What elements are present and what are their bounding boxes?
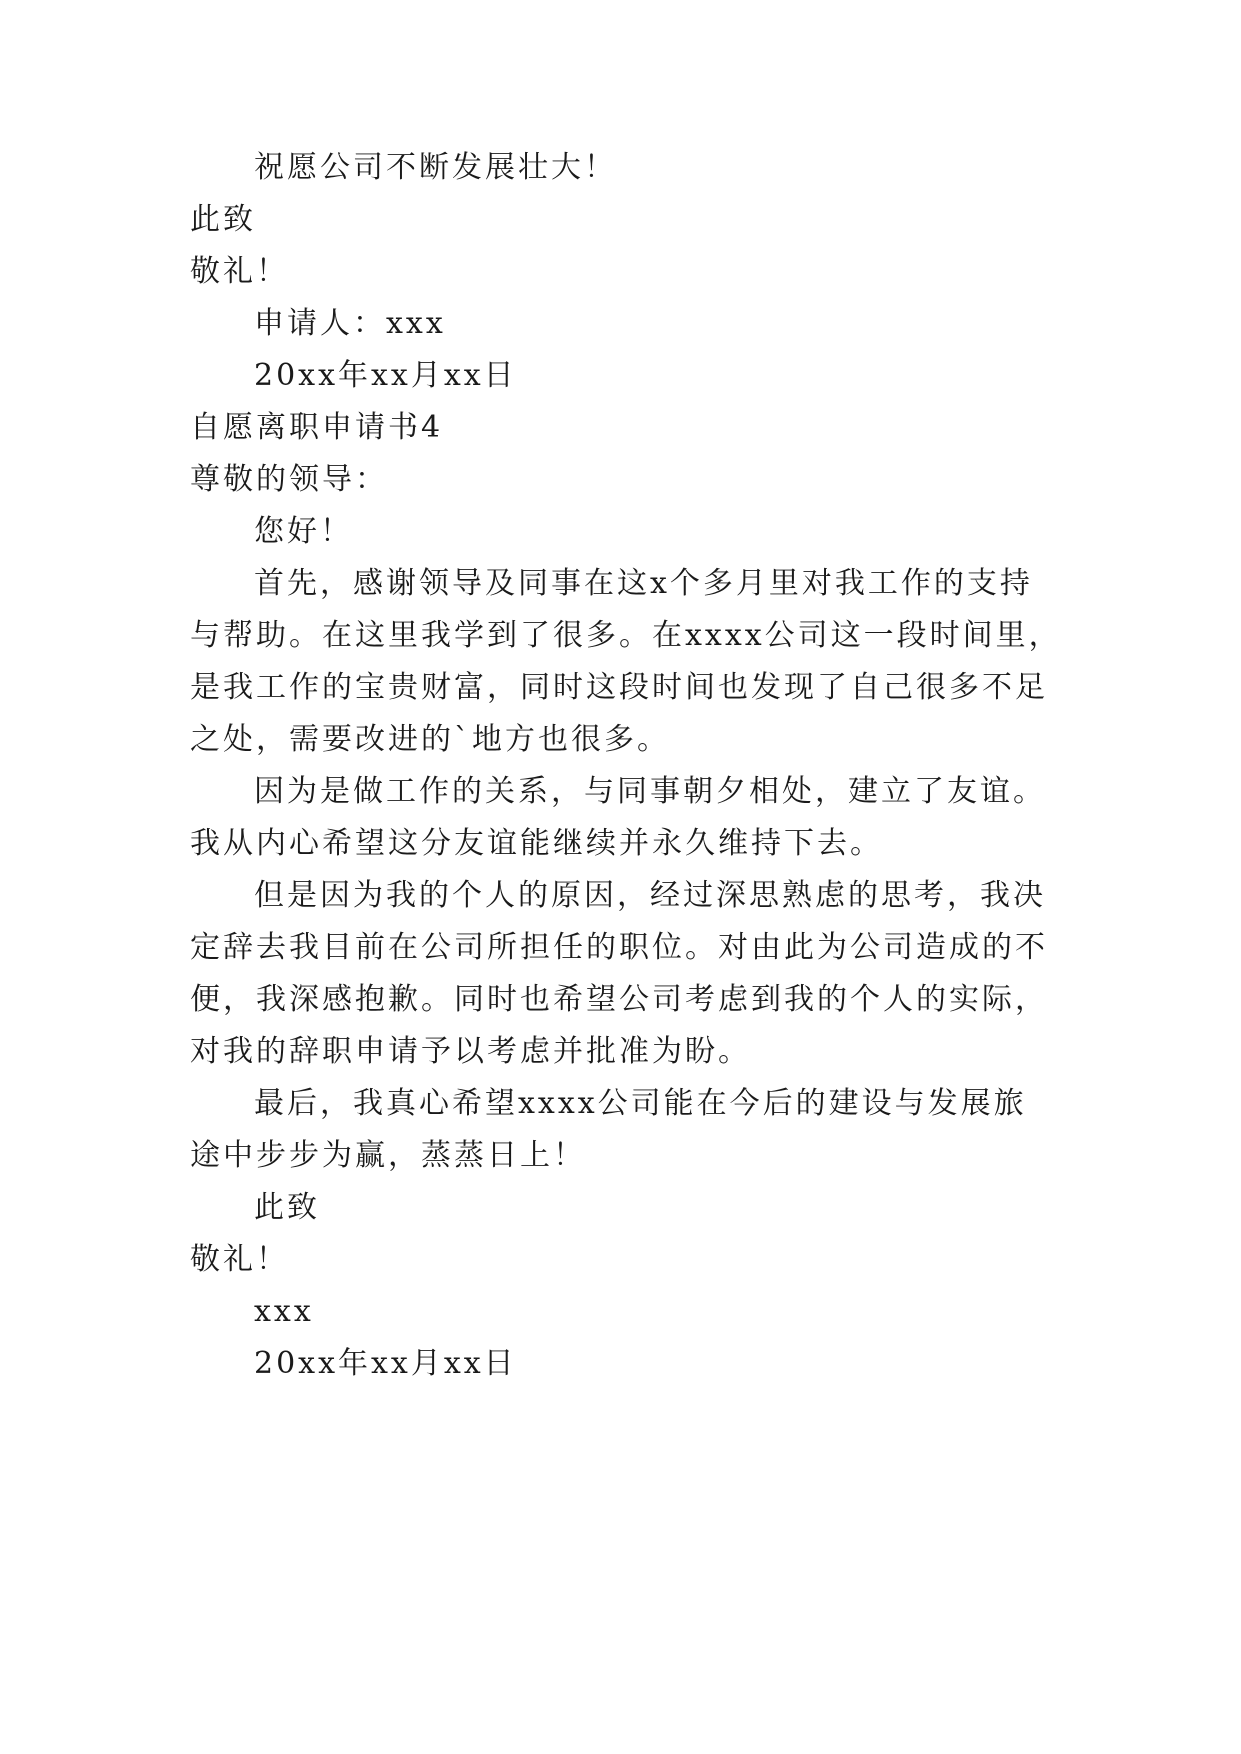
signer-name: xxx: [254, 1294, 314, 1329]
salutation-cizhi: 此致: [254, 1190, 320, 1225]
section-title: 自愿离职申请书4: [190, 410, 444, 445]
paragraph-line: 途中步步为赢，蒸蒸日上！: [190, 1138, 586, 1173]
greeting-recipient: 尊敬的领导：: [190, 462, 388, 497]
paragraph-line: 对我的辞职申请予以考虑并批准为盼。: [190, 1034, 751, 1069]
paragraph-line: 是我工作的宝贵财富，同时这段时间也发现了自己很多不足: [190, 670, 1048, 705]
closing-wish: 祝愿公司不断发展壮大！: [254, 150, 617, 185]
greeting-hello: 您好！: [254, 514, 353, 549]
paragraph-line: 定辞去我目前在公司所担任的职位。对由此为公司造成的不: [190, 930, 1048, 965]
salutation-jingli: 敬礼！: [190, 254, 289, 289]
paragraph-line: 我从内心希望这分友谊能继续并永久维持下去。: [190, 826, 883, 861]
paragraph-line: 因为是做工作的关系，与同事朝夕相处，建立了友谊。: [254, 774, 1046, 809]
paragraph-line: 最后，我真心希望xxxx公司能在今后的建设与发展旅: [254, 1086, 1027, 1121]
paragraph-line: 之处，需要改进的`地方也很多。: [190, 722, 670, 757]
salutation-cizhi: 此致: [190, 202, 256, 237]
paragraph-line: 首先，感谢领导及同事在这x个多月里对我工作的支持: [254, 566, 1033, 601]
salutation-jingli: 敬礼！: [190, 1242, 289, 1277]
applicant-signature: 申请人：xxx: [254, 306, 446, 341]
paragraph-line: 与帮助。在这里我学到了很多。在xxxx公司这一段时间里，: [190, 618, 1062, 653]
signature-date: 20xx年xx月xx日: [254, 1346, 517, 1381]
signature-date: 20xx年xx月xx日: [254, 358, 517, 393]
paragraph-line: 但是因为我的个人的原因，经过深思熟虑的思考，我决: [254, 878, 1046, 913]
paragraph-line: 便，我深感抱歉。同时也希望公司考虑到我的个人的实际，: [190, 982, 1048, 1017]
